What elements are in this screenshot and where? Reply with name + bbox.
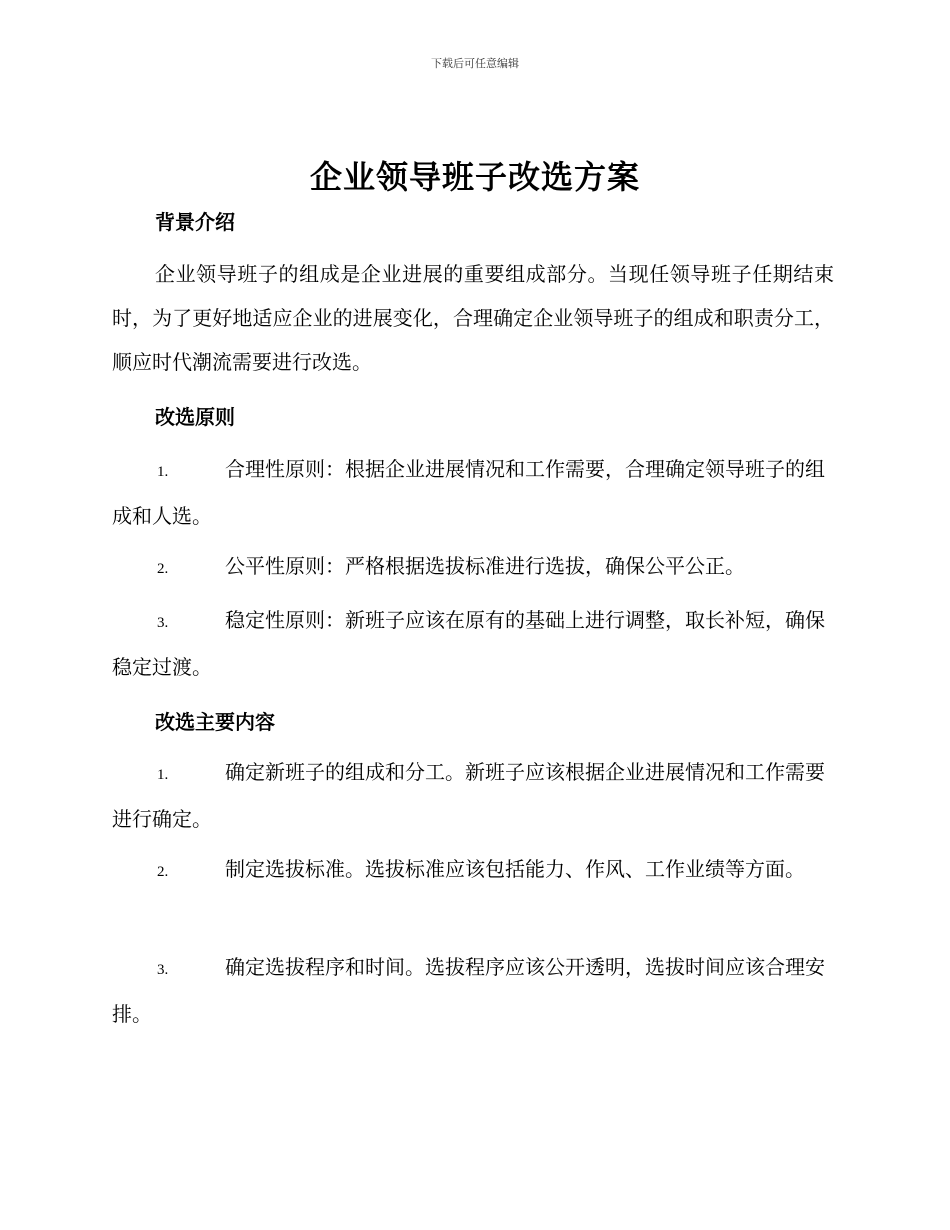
list-number: 2. — [157, 561, 169, 577]
list-item-text: 稳定性原则：新班子应该在原有的基础上进行调整，取长补短，确保稳定过渡。 — [112, 608, 825, 679]
list-item-text: 确定选拔程序和时间。选拔程序应该公开透明，选拔时间应该合理安排。 — [112, 955, 825, 1026]
list-item-text: 公平性原则：严格根据选拔标准进行选拔，确保公平公正。 — [225, 554, 745, 578]
list-item-text: 确定新班子的组成和分工。新班子应该根据企业进展情况和工作需要进行确定。 — [112, 760, 825, 831]
list-number: 3. — [157, 962, 169, 978]
section-heading-main-content: 改选主要内容 — [155, 710, 275, 734]
list-number: 3. — [157, 615, 169, 631]
content-item-3 — [112, 945, 834, 1036]
content-item-2 — [112, 847, 834, 894]
content-item-1 — [112, 750, 834, 841]
list-number: 1. — [157, 767, 169, 783]
list-item-text: 合理性原则：根据企业进展情况和工作需要，合理确定领导班子的组成和人选。 — [112, 457, 825, 528]
list-item-text: 制定选拔标准。选拔标准应该包括能力、作风、工作业绩等方面。 — [225, 857, 805, 881]
list-number: 2. — [157, 864, 169, 880]
principle-item-1 — [112, 447, 834, 538]
document-title: 企业领导班子改选方案 — [309, 158, 640, 196]
section-heading-principles: 改选原则 — [155, 405, 235, 429]
principle-item-2 — [112, 544, 834, 591]
principle-item-3 — [112, 598, 834, 689]
list-number: 1. — [157, 464, 169, 480]
background-paragraph: 企业领导班子的组成是企业进展的重要组成部分。当现任领导班子任期结束时，为了更好地适应企业的进展变化，合理确定企业领导班子的组成和职责分工，顺应时代潮流需要进行改选。 — [112, 262, 834, 374]
header-note: 下载后可任意编辑 — [431, 57, 519, 70]
section-heading-background: 背景介绍 — [155, 210, 235, 234]
